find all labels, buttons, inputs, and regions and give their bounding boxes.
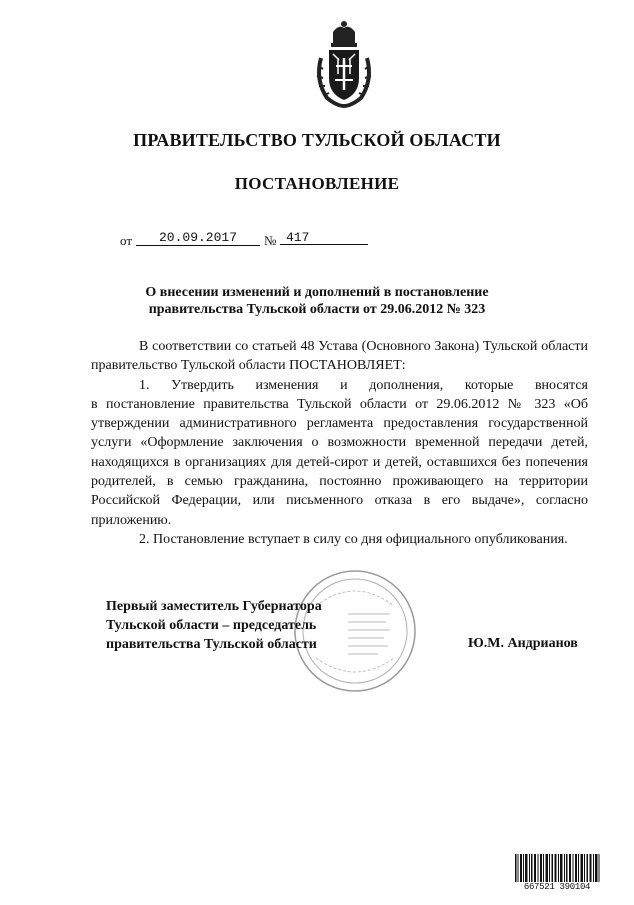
body-paragraph-1: В соответствии со статьей 48 Устава (Основного Закона) Тульской области правительство Тульской области ПОСТАНОВЛЯЕТ: [91, 339, 588, 374]
number-label: № [264, 233, 277, 248]
body-paragraph-3: 2. Постановление вступает в силу со дня официального опубликования. [139, 531, 568, 547]
number-value: 417 [280, 230, 368, 245]
government-title: ПРАВИТЕЛЬСТВО ТУЛЬСКОЙ ОБЛАСТИ [133, 130, 501, 150]
signature-title-line-2: Тульской области – председатель [106, 618, 317, 633]
subject-line-2: правительства Тульской области от 29.06.2012 № 323 [148, 302, 486, 317]
body-paragraph-2-rest: в постановление правительства Тульской области от 29.06.2012 № 323 «Об утверждении административного регламента предоставления государственной услуги «Оформление заключения о возможности временной передачи детей, находящихся в организациях для детей-сирот и детей, оставшихся без попечения родителей, в семью гражданина, постоянно проживающего на территории Российской Федерации, или письменного отказа в его выдаче», согласно приложению. [91, 396, 588, 528]
date-value: 20.09.2017 [136, 230, 260, 246]
document-body [91, 337, 588, 549]
barcode-number: 667521 390104 [514, 882, 600, 892]
subject-line-1: О внесении изменений и дополнений в постановление [145, 285, 489, 300]
date-label: от [120, 233, 133, 248]
body-paragraph-2-start: 1. Утвердить изменения и дополнения, которые вносятся [139, 377, 588, 393]
signature-title-line-1: Первый заместитель Губернатора [106, 599, 322, 614]
signature-block [106, 597, 346, 654]
signer-name: Ю.М. Андрианов [468, 636, 578, 651]
document-type: ПОСТАНОВЛЕНИЕ [234, 174, 400, 193]
signature-title-line-3: правительства Тульской области [106, 637, 317, 652]
coat-of-arms-emblem [309, 18, 379, 110]
document-subject [0, 284, 634, 318]
